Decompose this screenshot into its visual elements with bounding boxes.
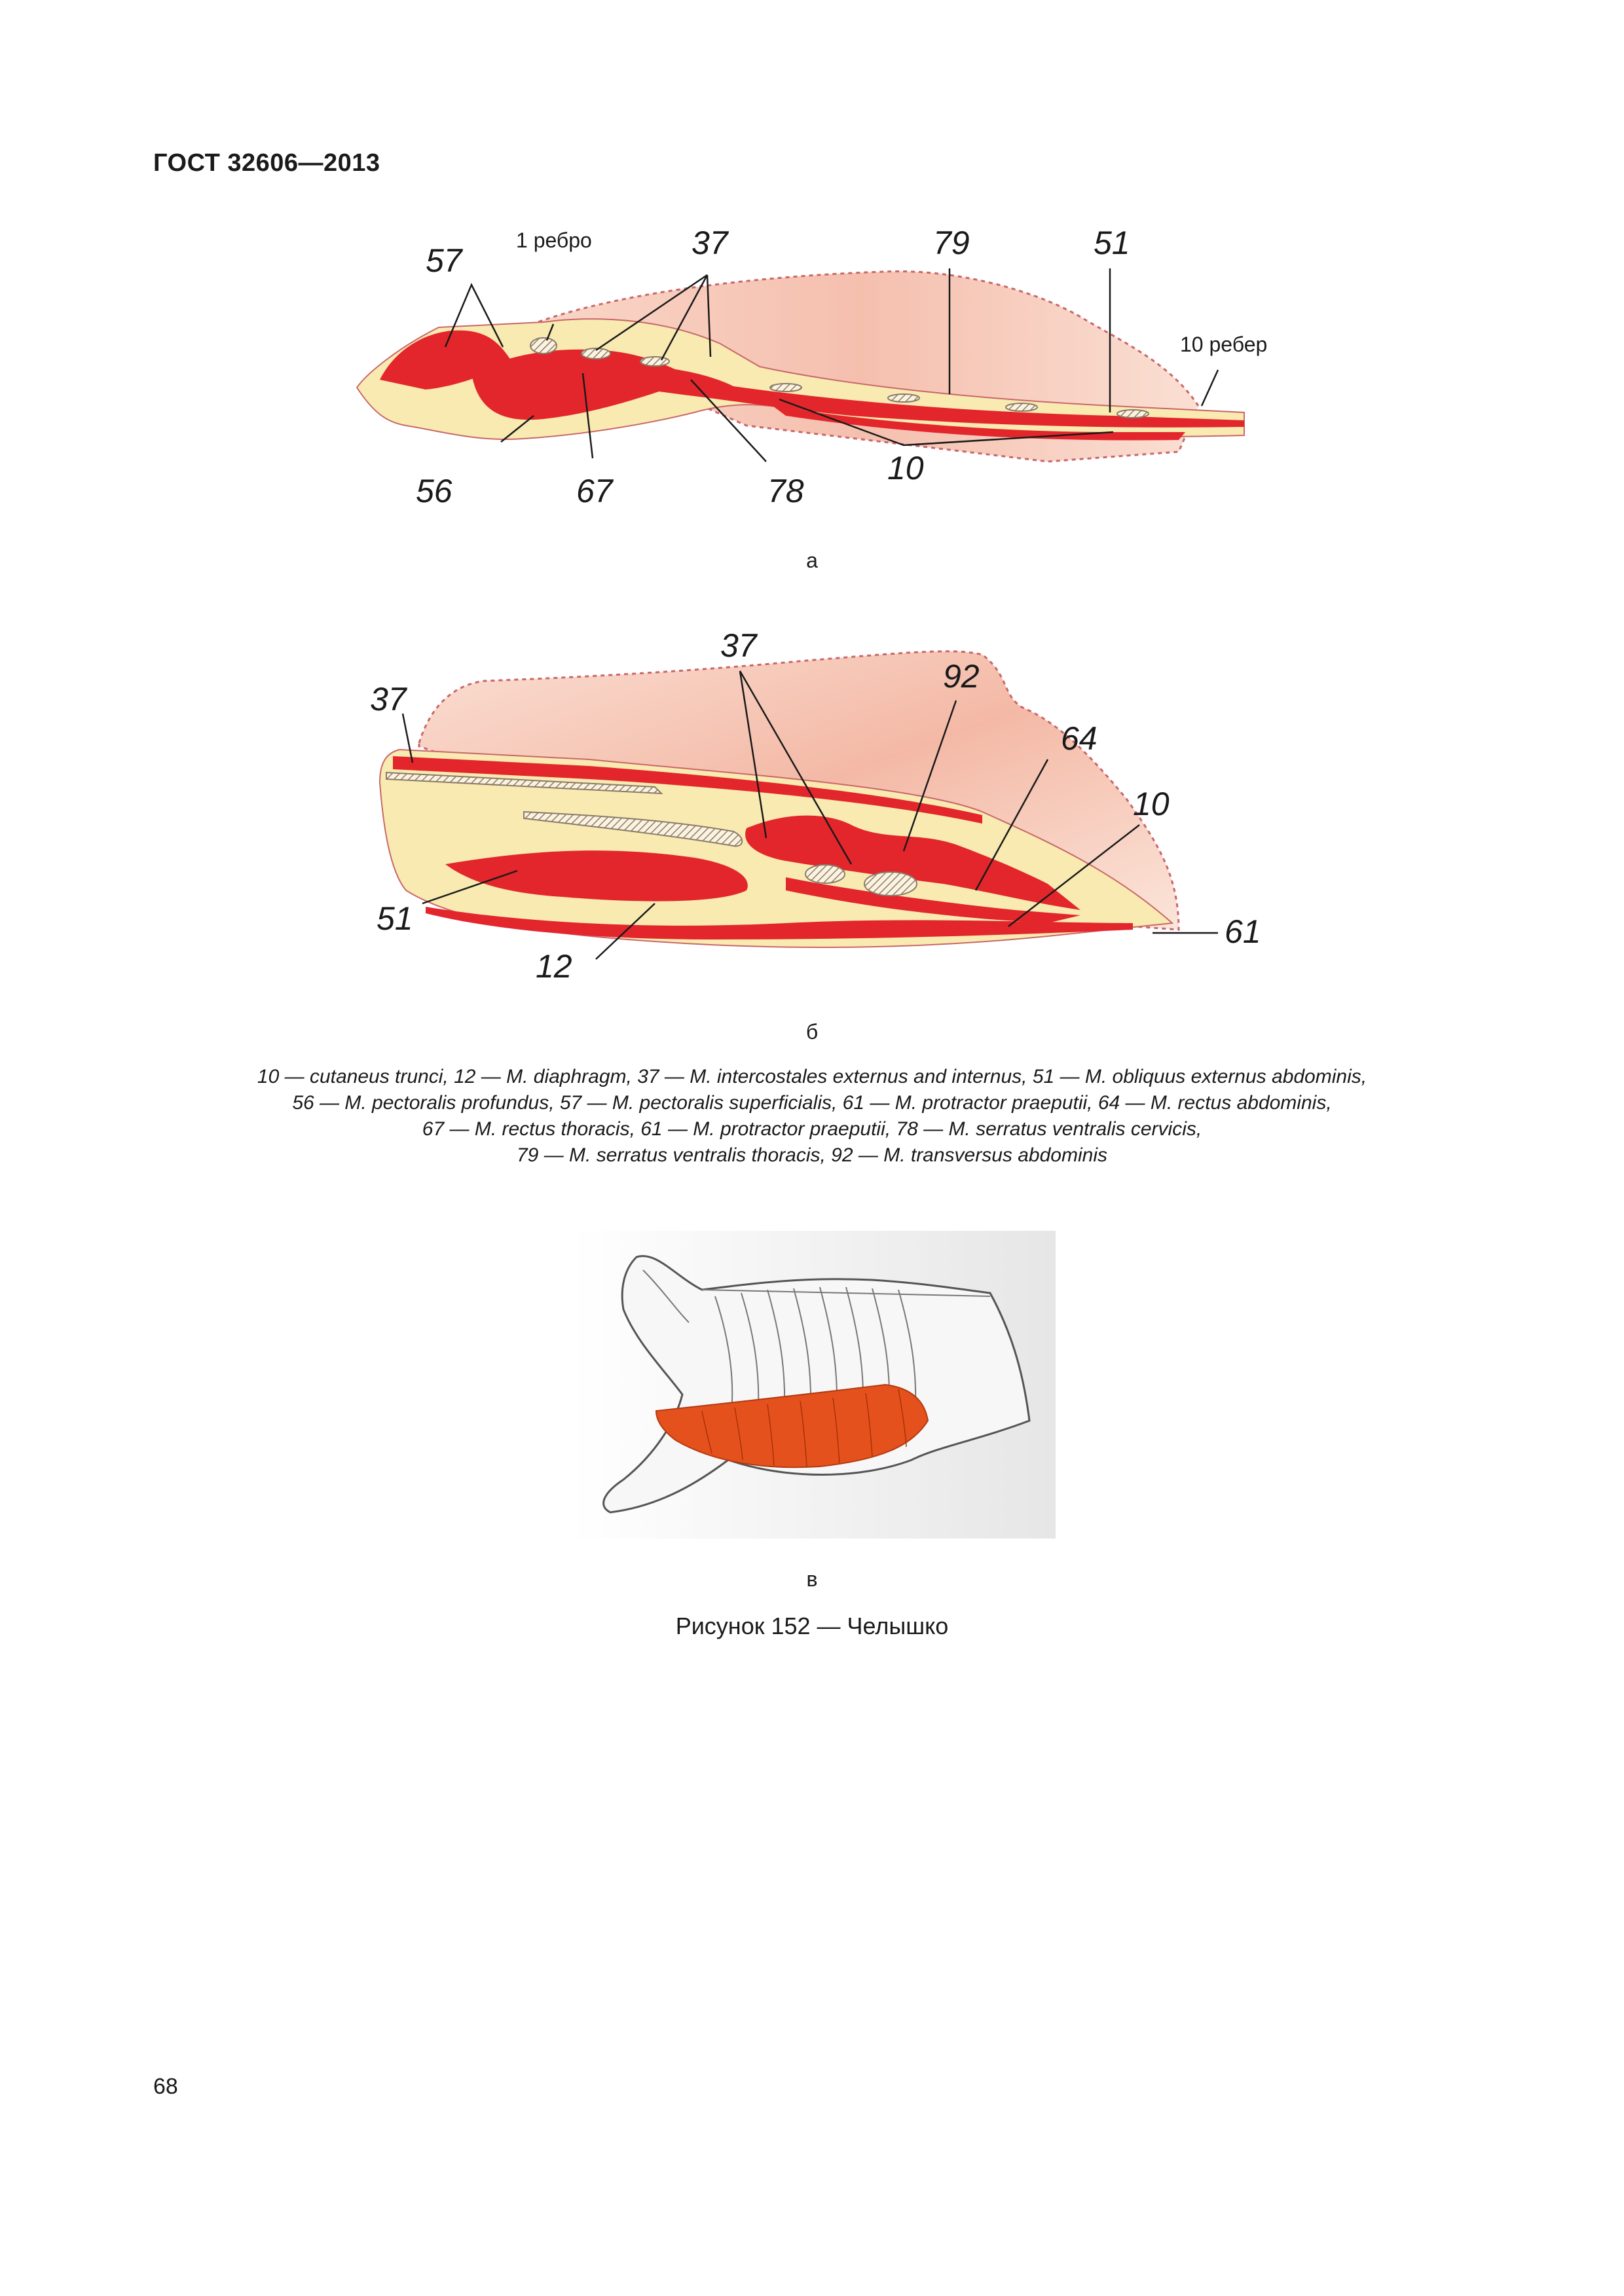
label-51-b: 51	[377, 900, 413, 937]
figure-a-drawing	[327, 216, 1297, 530]
label-12: 12	[536, 948, 572, 982]
label-56: 56	[416, 473, 452, 509]
figure-b-sublabel: б	[805, 1020, 819, 1044]
document-header: ГОСТ 32606—2013	[153, 149, 380, 177]
figure-caption: Рисунок 152 — Челышко	[675, 1613, 949, 1639]
page-number: 68	[153, 2074, 178, 2099]
label-37-a: 37	[692, 225, 728, 261]
label-64: 64	[1061, 720, 1098, 757]
label-37-b-left: 37	[370, 681, 407, 718]
figure-legend	[170, 1064, 1454, 1169]
figure-b	[327, 615, 1297, 982]
label-10-a: 10	[887, 450, 924, 486]
figure-a-sublabel: а	[806, 549, 818, 572]
label-92: 92	[943, 658, 980, 695]
label-51-a: 51	[1094, 225, 1130, 261]
label-61: 61	[1225, 913, 1261, 950]
figure-c	[571, 1231, 1056, 1539]
legend-line-1: 10 — cutaneus trunci, 12 — M. diaphragm, 37 — M. intercostales externus and internus, 51 — M. obliquus externus abdominis,	[257, 1066, 1367, 1087]
label-rib10: 10 ребер	[1180, 333, 1268, 356]
figure-c-drawing	[571, 1231, 1056, 1539]
figure-c-sublabel: в	[806, 1567, 818, 1591]
legend-line-4: 79 — M. serratus ventralis thoracis, 92 — M. transversus abdominis	[517, 1144, 1107, 1166]
legend-line-2: 56 — M. pectoralis profundus, 57 — M. pectoralis superficialis, 61 — M. protractor praeputii, 64 — M. rectus abdominis,	[292, 1092, 1332, 1114]
figure-b-drawing	[327, 615, 1297, 982]
label-rib1: 1 ребро	[516, 228, 592, 252]
label-67: 67	[576, 473, 613, 509]
legend-line-3: 67 — M. rectus thoracis, 61 — M. protractor praeputii, 78 — M. serratus ventralis cervicis,	[422, 1118, 1202, 1140]
figure-a	[327, 216, 1297, 530]
rib-1	[530, 338, 557, 354]
label-78: 78	[767, 473, 804, 509]
label-10-b: 10	[1133, 786, 1170, 822]
label-37-b-top: 37	[720, 627, 757, 664]
label-79: 79	[933, 225, 970, 261]
label-57: 57	[426, 242, 462, 279]
